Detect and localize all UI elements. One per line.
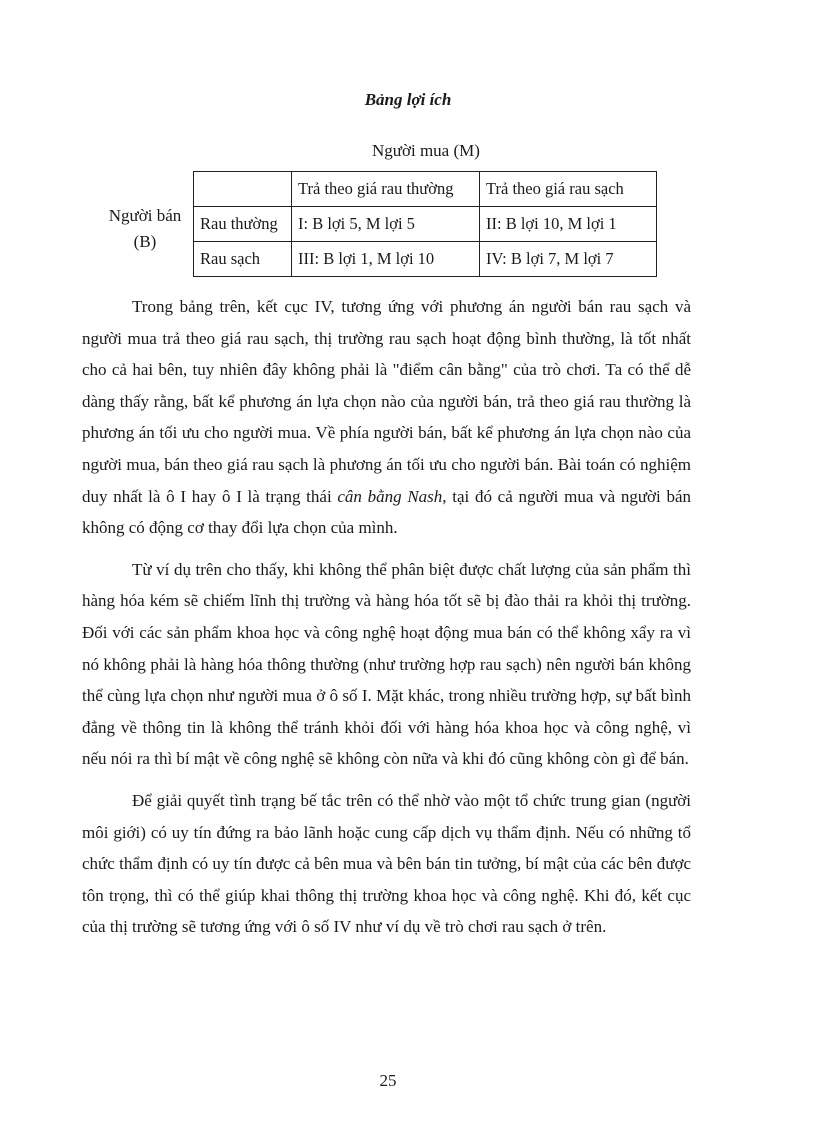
table-cell: I: B lợi 5, M lợi 5 <box>292 207 480 242</box>
table-row-label: Rau sạch <box>194 242 292 277</box>
table-header-row <box>194 172 657 207</box>
seller-label-line1: Người bán <box>108 206 182 225</box>
body-text <box>82 291 691 953</box>
table-cell: IV: B lợi 7, M lợi 7 <box>480 242 657 277</box>
paragraph-1-text-a: Trong bảng trên, kết cục IV, tương ứng với phương án người bán rau sạch và người mua trả theo giá rau sạch, thị trường rau sạch hoạt động bình thường, là tốt nhất cho cả hai bên, tuy nhiên đây không phải là "điểm cân bằng" của trò chơi. Ta có thể dễ dàng thấy rằng, bất kể phương án lựa chọn nào của người bán, trả theo giá rau thường là phương án tối ưu cho người mua. Về phía người bán, bất kể phương án lựa chọn nào của người mua, bán theo giá rau sạch là phương án tối ưu cho người bán. Bài toán có nghiệm duy nhất là ô I hay ô I là trạng thái <box>82 297 691 506</box>
table-row <box>194 242 657 277</box>
table-cell: II: B lợi 10, M lợi 1 <box>480 207 657 242</box>
table-header-cell: Trả theo giá rau thường <box>292 172 480 207</box>
seller-label-line2: (B) <box>133 232 157 251</box>
paragraph-1-text-b: , tại đó cả người mua và người bán không có động cơ thay đổi lựa chọn của mình. <box>82 486 691 538</box>
paragraph-1-emphasis: cân bằng Nash <box>337 486 443 506</box>
seller-label <box>102 203 188 255</box>
table-row-label: Rau thường <box>194 207 292 242</box>
paragraph-2: Từ ví dụ trên cho thấy, khi không thể phân biệt được chất lượng của sản phẩm thì hàng hóa kém sẽ chiếm lĩnh thị trường và hàng hóa tốt sẽ bị đào thải ra khỏi thị trường. Đối với các sản phẩm khoa học và công nghệ hoạt động mua bán có thể không xẩy ra vì nó không phải là hàng hóa thông thường (như trường hợp rau sạch) nên người bán không thể cùng lựa chọn như người mua ở ô số I. Mặt khác, trong nhiều trường hợp, sự bất bình đẳng về thông tin là không thể tránh khỏi đối với hàng hóa khoa học và công nghệ, vì nếu nói ra thì bí mật về công nghệ sẽ không còn nữa và khi đó cũng không còn gì để bán. <box>82 559 691 769</box>
table-header-cell: Trả theo giá rau sạch <box>480 172 657 207</box>
table-cell: III: B lợi 1, M lợi 10 <box>292 242 480 277</box>
paragraph-1 <box>82 291 691 544</box>
page-number: 25 <box>379 1071 397 1090</box>
table-header-cell <box>194 172 292 207</box>
payoff-table <box>193 171 657 277</box>
table-row <box>194 207 657 242</box>
table-title: Bảng lợi ích <box>364 90 452 109</box>
paragraph-3: Để giải quyết tình trạng bế tắc trên có thể nhờ vào một tổ chức trung gian (người môi giới) có uy tín đứng ra bảo lãnh hoặc cung cấp dịch vụ thẩm định. Nếu có những tổ chức thẩm định có uy tín được cả bên mua và bên bán tin tưởng, bí mật của các bên được tôn trọng, thì có thể giúp khai thông thị trường khoa học và công nghệ. Khi đó, kết cục của thị trường sẽ tương ứng với ô số IV như ví dụ về trò chơi rau sạch ở trên. <box>82 790 691 937</box>
buyer-label: Người mua (M) <box>372 141 480 160</box>
